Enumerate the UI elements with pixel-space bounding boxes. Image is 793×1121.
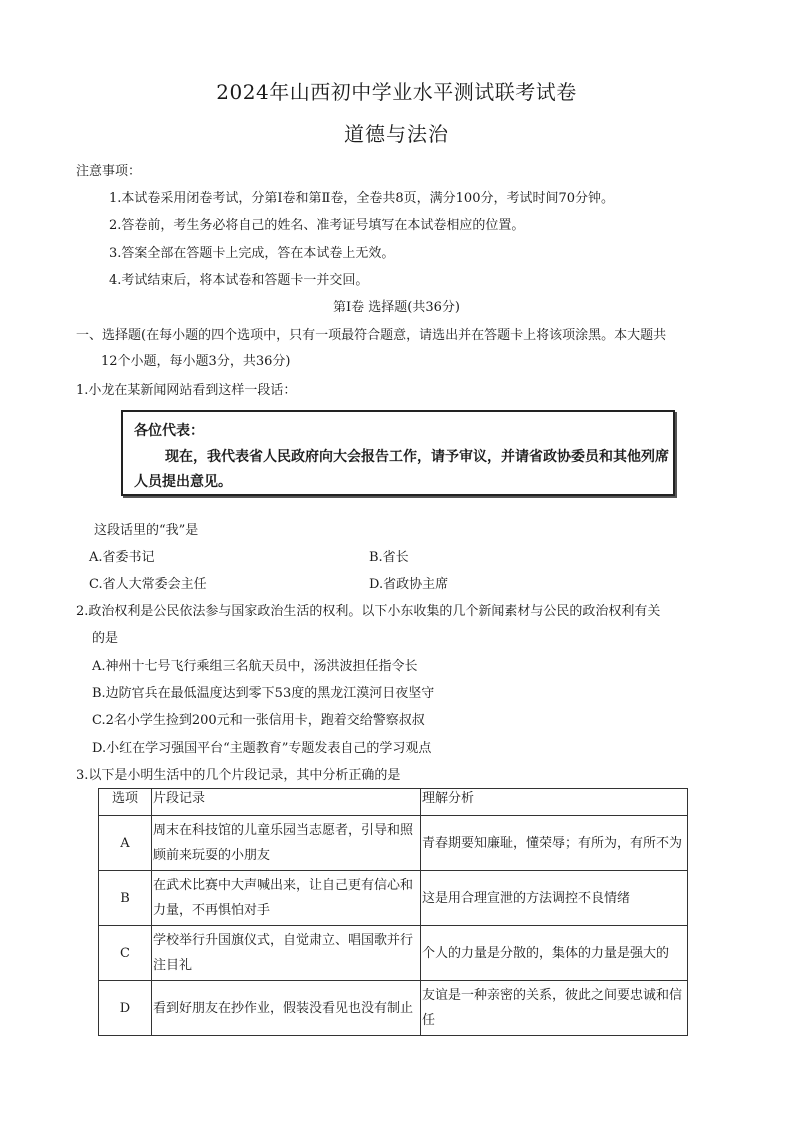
q1-option-a: A.省委书记 bbox=[89, 550, 155, 565]
q3-table bbox=[98, 788, 688, 1036]
note-item-1: 1.本试卷采用闭卷考试，分第Ⅰ卷和第Ⅱ卷，全卷共8页，满分100分，考试时间70分钟。 bbox=[109, 191, 615, 206]
q3-row-option: A bbox=[99, 816, 152, 871]
q1-quote-box bbox=[121, 410, 675, 496]
q1-stem: 1.小龙在某新闻网站看到这样一段话： bbox=[76, 383, 297, 398]
q3-header-record: 片段记录 bbox=[152, 789, 421, 816]
q3-row-option: B bbox=[99, 871, 152, 926]
q3-row-record: 周末在科技馆的儿童乐园当志愿者，引导和照顾前来玩耍的小朋友 bbox=[152, 816, 421, 871]
q2-stem-line2: 的是 bbox=[92, 631, 119, 646]
q3-row-option: C bbox=[99, 926, 152, 981]
q3-table-header-row bbox=[99, 789, 688, 816]
notes-heading: 注意事项： bbox=[76, 164, 142, 179]
q3-stem: 3.以下是小明生活中的几个片段记录，其中分析正确的是 bbox=[76, 768, 401, 783]
part1-instruction-line2: 12个小题，每小题3分，共36分) bbox=[101, 354, 291, 369]
note-item-2: 2.答卷前，考生务必将自己的姓名、准考证号填写在本试卷相应的位置。 bbox=[109, 218, 525, 233]
q3-row-analysis: 友谊是一种亲密的关系，彼此之间要忠诚和信任 bbox=[421, 981, 688, 1036]
q2-option-d: D.小红在学习强国平台“主题教育”专题发表自己的学习观点 bbox=[92, 741, 432, 756]
q1-quote-title: 各位代表： bbox=[134, 423, 204, 439]
table-row bbox=[99, 926, 688, 981]
q1-question: 这段话里的“我”是 bbox=[94, 523, 199, 538]
q2-option-c: C.2名小学生捡到200元和一张信用卡，跑着交给警察叔叔 bbox=[92, 713, 425, 728]
table-row bbox=[99, 981, 688, 1036]
exam-subject: 道德与法治 bbox=[344, 122, 449, 146]
q3-row-analysis: 个人的力量是分散的，集体的力量是强大的 bbox=[421, 926, 688, 981]
q2-option-b: B.边防官兵在最低温度达到零下53度的黑龙江漠河日夜坚守 bbox=[92, 686, 435, 701]
q3-header-option: 选项 bbox=[99, 789, 152, 816]
q3-header-analysis: 理解分析 bbox=[421, 789, 688, 816]
table-row bbox=[99, 871, 688, 926]
q2-stem-line1: 2.政治权利是公民依法参与国家政治生活的权利。以下小东收集的几个新闻素材与公民的政治权利有关 bbox=[76, 604, 661, 619]
exam-title: 2024年山西初中学业水平测试联考试卷 bbox=[216, 80, 577, 104]
part1-heading: 第Ⅰ卷 选择题(共36分) bbox=[333, 300, 460, 315]
table-row bbox=[99, 816, 688, 871]
q1-option-d: D.省政协主席 bbox=[369, 577, 449, 592]
q3-row-analysis: 青春期要知廉耻，懂荣辱；有所为，有所不为 bbox=[421, 816, 688, 871]
q1-option-c: C.省人大常委会主任 bbox=[89, 577, 207, 592]
q3-row-record: 学校举行升国旗仪式，自觉肃立、唱国歌并行注目礼 bbox=[152, 926, 421, 981]
part1-instruction-line1: 一、选择题(在每小题的四个选项中，只有一项最符合题意，请选出并在答题卡上将该项涂黑。本大题共 bbox=[76, 328, 667, 343]
note-item-4: 4.考试结束后，将本试卷和答题卡一并交回。 bbox=[109, 273, 369, 288]
q2-option-a: A.神州十七号飞行乘组三名航天员中，汤洪波担任指令长 bbox=[92, 659, 418, 674]
q1-option-b: B.省长 bbox=[369, 550, 409, 565]
q3-row-option: D bbox=[99, 981, 152, 1036]
q1-quote-body: 现在，我代表省人民政府向大会报告工作，请予审议，并请省政协委员和其他列席人员提出意见。 bbox=[134, 449, 669, 490]
q3-row-analysis: 这是用合理宣泄的方法调控不良情绪 bbox=[421, 871, 688, 926]
note-item-3: 3.答案全部在答题卡上完成，答在本试卷上无效。 bbox=[109, 246, 395, 261]
q3-row-record: 看到好朋友在抄作业，假装没看见也没有制止 bbox=[152, 981, 421, 1036]
q3-row-record: 在武术比赛中大声喊出来，让自己更有信心和力量，不再惧怕对手 bbox=[152, 871, 421, 926]
